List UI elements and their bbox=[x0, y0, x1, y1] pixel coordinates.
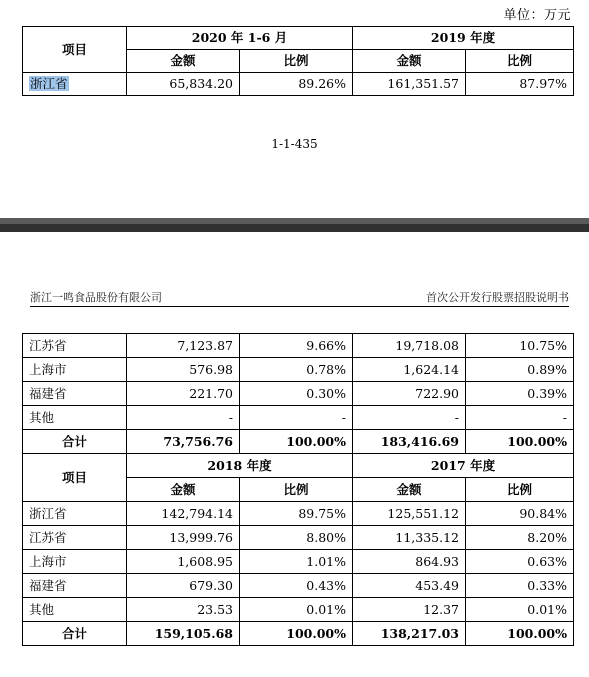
ratio-header: 比例 bbox=[240, 50, 353, 73]
amount-cell: - bbox=[127, 406, 240, 430]
ratio-cell: 89.26% bbox=[240, 73, 353, 96]
document-title: 首次公开发行股票招股说明书 bbox=[426, 291, 569, 304]
amount-header: 金额 bbox=[127, 478, 240, 502]
total-row bbox=[23, 622, 574, 646]
sales-by-region-table-bottom bbox=[22, 333, 574, 646]
table-row bbox=[23, 73, 574, 96]
table-row bbox=[23, 502, 574, 526]
table-row bbox=[23, 598, 574, 622]
header-rule bbox=[30, 306, 569, 307]
amount-cell: 19,718.08 bbox=[353, 334, 466, 358]
table-row bbox=[23, 334, 574, 358]
company-name: 浙江一鸣食品股份有限公司 bbox=[30, 291, 162, 304]
ratio-cell: 100.00% bbox=[240, 622, 353, 646]
continued-rows bbox=[23, 334, 574, 454]
amount-cell: 161,351.57 bbox=[353, 73, 466, 96]
amount-cell: 453.49 bbox=[353, 574, 466, 598]
amount-cell: 13,999.76 bbox=[127, 526, 240, 550]
region-cell: 浙江省 bbox=[23, 502, 127, 526]
period-header: 2020 年 1-6 月 bbox=[127, 27, 353, 50]
amount-cell: 722.90 bbox=[353, 382, 466, 406]
amount-cell: 138,217.03 bbox=[353, 622, 466, 646]
ratio-cell: 0.78% bbox=[240, 358, 353, 382]
ratio-header: 比例 bbox=[466, 478, 574, 502]
region-cell: 其他 bbox=[23, 406, 127, 430]
ratio-cell: 0.63% bbox=[466, 550, 574, 574]
table-row bbox=[23, 526, 574, 550]
region-cell: 江苏省 bbox=[23, 334, 127, 358]
region-cell: 上海市 bbox=[23, 358, 127, 382]
ratio-cell: 8.80% bbox=[240, 526, 353, 550]
amount-cell: - bbox=[353, 406, 466, 430]
amount-cell: 183,416.69 bbox=[353, 430, 466, 454]
amount-header: 金额 bbox=[353, 478, 466, 502]
ratio-cell: 0.01% bbox=[240, 598, 353, 622]
amount-cell: 23.53 bbox=[127, 598, 240, 622]
ratio-cell: 9.66% bbox=[240, 334, 353, 358]
table-row bbox=[23, 574, 574, 598]
ratio-cell: 100.00% bbox=[240, 430, 353, 454]
ratio-cell: 0.01% bbox=[466, 598, 574, 622]
period-header: 2019 年度 bbox=[353, 27, 574, 50]
ratio-cell: 87.97% bbox=[466, 73, 574, 96]
sales-by-region-table-top bbox=[22, 26, 574, 96]
ratio-header: 比例 bbox=[240, 478, 353, 502]
table-row bbox=[23, 406, 574, 430]
table-header-row bbox=[23, 27, 574, 50]
ratio-cell: 90.84% bbox=[466, 502, 574, 526]
period-header: 2017 年度 bbox=[353, 454, 574, 478]
amount-cell: 11,335.12 bbox=[353, 526, 466, 550]
amount-cell: 679.30 bbox=[127, 574, 240, 598]
ratio-cell: 0.39% bbox=[466, 382, 574, 406]
region-cell: 上海市 bbox=[23, 550, 127, 574]
ratio-cell: 1.01% bbox=[240, 550, 353, 574]
item-header: 项目 bbox=[23, 27, 127, 73]
total-row bbox=[23, 430, 574, 454]
ratio-cell: 100.00% bbox=[466, 622, 574, 646]
ratio-cell: 10.75% bbox=[466, 334, 574, 358]
ratio-cell: 0.33% bbox=[466, 574, 574, 598]
item-header: 项目 bbox=[23, 454, 127, 502]
amount-cell: 7,123.87 bbox=[127, 334, 240, 358]
ratio-cell: 89.75% bbox=[240, 502, 353, 526]
ratio-cell: 100.00% bbox=[466, 430, 574, 454]
ratio-cell: 0.89% bbox=[466, 358, 574, 382]
table-row bbox=[23, 550, 574, 574]
region-cell: 其他 bbox=[23, 598, 127, 622]
amount-cell: 65,834.20 bbox=[127, 73, 240, 96]
amount-cell: 1,624.14 bbox=[353, 358, 466, 382]
second-section bbox=[23, 454, 574, 646]
page-number: 1-1-435 bbox=[271, 137, 318, 151]
amount-cell: 159,105.68 bbox=[127, 622, 240, 646]
amount-cell: 12.37 bbox=[353, 598, 466, 622]
ratio-header: 比例 bbox=[466, 50, 574, 73]
region-cell: 福建省 bbox=[23, 382, 127, 406]
period-header: 2018 年度 bbox=[127, 454, 353, 478]
selected-text[interactable]: 浙江省 bbox=[30, 76, 68, 91]
amount-header: 金额 bbox=[127, 50, 240, 73]
unit-note: 单位：万元 bbox=[503, 8, 571, 23]
amount-cell: 125,551.12 bbox=[353, 502, 466, 526]
ratio-cell: 0.43% bbox=[240, 574, 353, 598]
amount-cell: 1,608.95 bbox=[127, 550, 240, 574]
page-separator-shadow bbox=[0, 224, 589, 232]
ratio-cell: - bbox=[240, 406, 353, 430]
amount-cell: 864.93 bbox=[353, 550, 466, 574]
region-cell[interactable] bbox=[23, 73, 127, 96]
ratio-cell: - bbox=[466, 406, 574, 430]
region-cell: 福建省 bbox=[23, 574, 127, 598]
table-row bbox=[23, 382, 574, 406]
amount-cell: 142,794.14 bbox=[127, 502, 240, 526]
ratio-cell: 0.30% bbox=[240, 382, 353, 406]
amount-header: 金额 bbox=[353, 50, 466, 73]
total-label: 合计 bbox=[23, 622, 127, 646]
table-row bbox=[23, 358, 574, 382]
total-label: 合计 bbox=[23, 430, 127, 454]
ratio-cell: 8.20% bbox=[466, 526, 574, 550]
amount-cell: 73,756.76 bbox=[127, 430, 240, 454]
table-header-row bbox=[23, 454, 574, 478]
amount-cell: 221.70 bbox=[127, 382, 240, 406]
region-cell: 江苏省 bbox=[23, 526, 127, 550]
amount-cell: 576.98 bbox=[127, 358, 240, 382]
